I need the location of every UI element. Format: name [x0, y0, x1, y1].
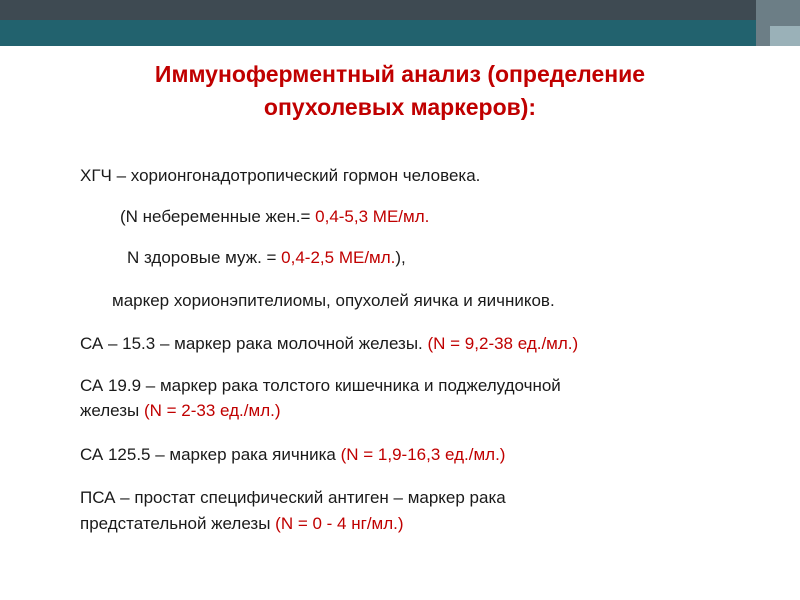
- ca153-norm: (N = 9,2-38 ед./мл.): [427, 334, 579, 353]
- ca125-item: [80, 444, 505, 466]
- ca199-line-1: СА 19.9 – маркер рака толстого кишечника и поджелудочной: [80, 376, 561, 395]
- hcg-definition: ХГЧ – хорионгонадотропический гормон человека.: [80, 166, 481, 185]
- ca125-text: СА 125.5 – маркер рака яичника: [80, 445, 341, 464]
- hcg-men-value: 0,4-2,5 МЕ/мл.: [281, 248, 396, 267]
- hcg-women-label: (N небеременные жен.=: [120, 207, 316, 226]
- hcg-men-suffix: ),: [395, 248, 406, 267]
- psa-label: предстательной железы: [80, 514, 276, 533]
- psa-norm: (N = 0 - 4 нг/мл.): [275, 514, 404, 533]
- psa-line-1: ПСА – простат специфический антиген – маркер рака: [80, 488, 506, 507]
- ca199-line-2: [80, 400, 281, 422]
- ca199-label: железы: [80, 401, 144, 420]
- hcg-women-norm: [120, 206, 429, 228]
- hcg-men-label: N здоровые муж. =: [127, 248, 282, 267]
- ca153-text: СА – 15.3 – маркер рака молочной железы.: [80, 334, 428, 353]
- hcg-men-norm: [127, 247, 406, 269]
- hcg-marker: маркер хорионэпителиомы, опухолей яичка и яичников.: [112, 291, 555, 310]
- header-accent-block-light: [770, 26, 800, 46]
- psa-line-2: [80, 513, 404, 535]
- slide-title: [40, 58, 760, 124]
- slide-title-line-2: опухолевых маркеров):: [263, 94, 537, 120]
- ca199-norm: (N = 2-33 ед./мл.): [144, 401, 281, 420]
- header-band-dark: [0, 0, 800, 20]
- ca153-item: [80, 333, 578, 355]
- slide-title-line-1: Иммуноферментный анализ (определение: [154, 61, 646, 87]
- header-band-teal: [0, 20, 800, 46]
- hcg-women-value: 0,4-5,3 МЕ/мл.: [315, 207, 430, 226]
- ca125-norm: (N = 1,9-16,3 ед./мл.): [340, 445, 506, 464]
